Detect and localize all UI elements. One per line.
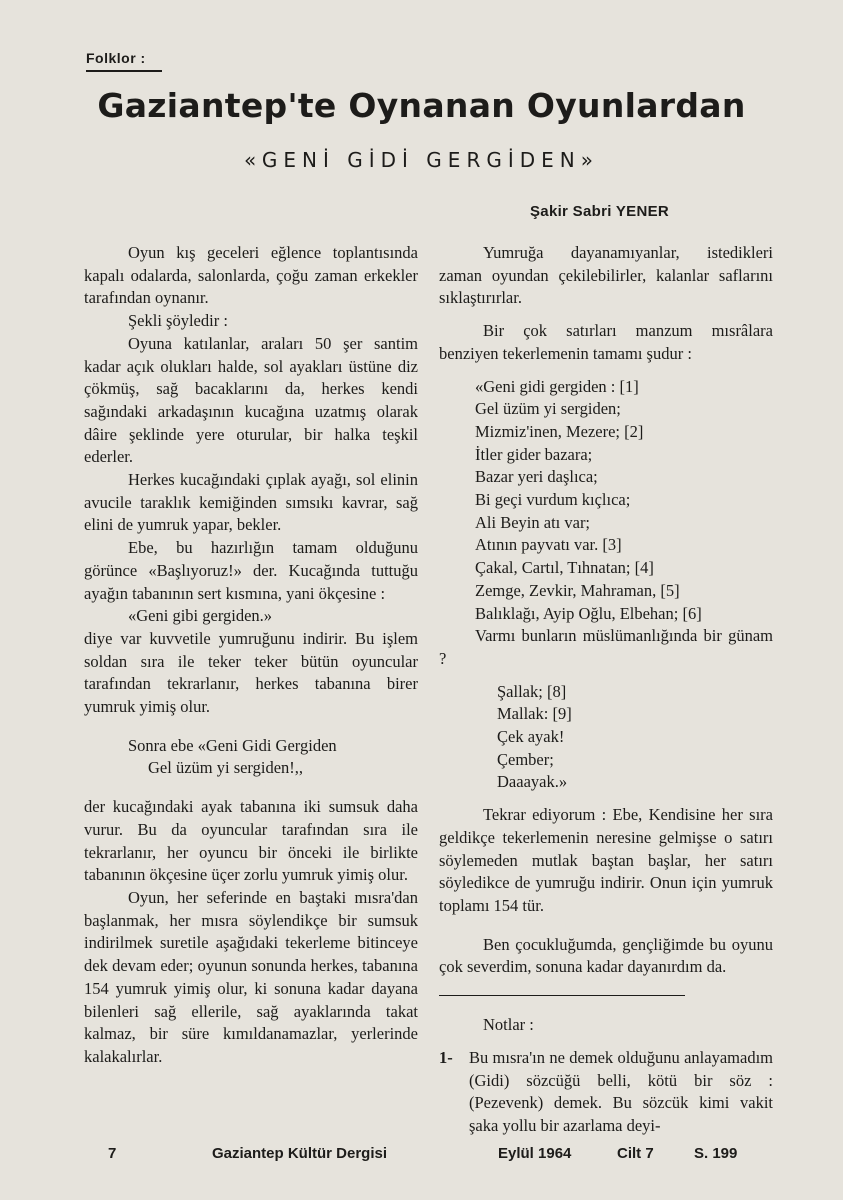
verse-line: Şallak; [8] xyxy=(497,681,567,701)
verse-line: Zemge, Zevkir, Mahraman, [5] xyxy=(475,580,680,600)
verse-line: «Geni gidi gergiden : [1] xyxy=(475,376,639,396)
notes-heading: Notlar : xyxy=(483,1015,534,1035)
verse-line: Çek ayak! xyxy=(497,727,565,747)
issue-number: S. 199 xyxy=(694,1145,738,1162)
footnote-number: 1- xyxy=(439,1047,453,1067)
verse-block xyxy=(439,376,773,795)
article-subtitle: «GENİ GİDİ GERGİDEN» xyxy=(244,148,599,172)
footnote-text: Bu mısra'ın ne demek olduğunu anlayamadım (Gidi) sözcüğü belli, kötü bir söz : (Pezevenk) demek. Bu sözcük kimi vakit şaka yollu bir azarlama deyi- xyxy=(469,1047,773,1135)
divider xyxy=(439,995,685,996)
volume-number: Cilt 7 xyxy=(617,1145,654,1162)
verse-line: İtler gider bazara; xyxy=(475,444,593,464)
verse-line: Mizmiz'inen, Mezere; [2] xyxy=(475,421,644,441)
issue-date: Eylül 1964 xyxy=(498,1145,572,1162)
author-name: Şakir Sabri YENER xyxy=(530,203,670,220)
verse-line: Çakal, Cartıl, Tıhnatan; [4] xyxy=(475,558,654,578)
verse-line: Gel üzüm yi sergiden; xyxy=(475,399,621,419)
quoted-line: Sonra ebe «Geni Gidi Gergiden xyxy=(128,735,337,755)
paragraph: Tekrar ediyorum : Ebe, Kendisine her sıra geldikçe tekerlemenin neresine gelmişse o satırı söylemeden mutlak baştan başlar, her satırı söyledikce de yumruğu indirir. Onun için yumruk toplamı 154 tür. xyxy=(439,805,773,915)
quoted-line: Gel üzüm yi sergiden!,, xyxy=(148,758,304,778)
section-rule xyxy=(86,70,162,72)
paragraph: Oyun, her seferinde en baştaki mısra'dan başlanmak, her mısra söylendikçe bir sumsuk indirilmek suretile aşağıdaki tekerleme bitinceye dek devam eder; oyunun sonunda herkes, tabanına 154 yumruk yimiş olur, ki sonuna kadar dayana bilenleri sağ ellerile, sağ ayaklarında takat kalmaz, bir süre kımıldanamazlar, yerlerinde kalakalırlar. xyxy=(84,887,418,1066)
section-label: Folklor : xyxy=(86,50,146,66)
article-title: Gaziantep'te Oynanan Oyunlardan xyxy=(97,86,746,125)
verse-line: Daaayak.» xyxy=(497,772,568,792)
paragraph: Yumruğa dayanamıyanlar, istedikleri zaman oyundan çekilebilirler, kalanlar saflarını sıklaştırırlar. xyxy=(439,243,773,308)
paragraph: Ebe, bu hazırlığın tamam olduğunu görünce «Başlıyoruz!» der. Kucağında tuttuğu ayağın tabanının sert kısmına, yani ökçesine : xyxy=(84,538,418,603)
paragraph: diye var kuvvetile yumruğunu indirir. Bu işlem soldan sıra ile teker teker bütün oyuncular tarafından tekrarlanır, herkes tabanına birer yumruk yimiş olur. xyxy=(84,628,418,717)
paragraph: Bir çok satırları manzum mısrâlara benziyen tekerlemenin tamamı şudur : xyxy=(439,321,773,363)
verse-line: Balıklağı, Ayip Oğlu, Elbehan; [6] xyxy=(475,603,702,623)
left-column xyxy=(84,242,418,1069)
paragraph: Oyun kış geceleri eğlence toplantısında kapalı odalarda, salonlarda, çoğu zaman erkekler tarafından oynanır. xyxy=(84,243,418,308)
paragraph: Şekli şöyledir : xyxy=(128,311,228,331)
verse-line: Ali Beyin atı var; xyxy=(475,512,591,532)
paragraph: Oyuna katılanlar, araları 50 şer santim kadar açık olukları halde, sol ayakları üstüne diz çökmüş, sağ bacaklarını da, herkes kendi sağındaki arkadaşının kucağına uzatmış olarak dâire şeklinde yere oturular, bir halka teşkil ederler. xyxy=(84,333,418,467)
verse-line: Çember; xyxy=(497,749,554,769)
paragraph: Ben çocukluğumda, gençliğimde bu oyunu çok severdim, sonuna kadar dayanırdım da. xyxy=(439,934,773,977)
verse-line: Varmı bunların müslümanlığında bir günam ? xyxy=(439,626,773,668)
verse-line: Mallak: [9] xyxy=(497,704,572,724)
verse-line: Atının payvatı var. [3] xyxy=(475,535,622,555)
quoted-line: «Geni gibi gergiden.» xyxy=(128,606,273,626)
page-number: 7 xyxy=(108,1145,117,1162)
footnote xyxy=(439,1047,773,1138)
paragraph: Herkes kucağındaki çıplak ayağı, sol elinin avucile taraklık kemiğinden sımsıkı kavrar, sağ elini de yumruk yapar, bekler. xyxy=(84,470,418,535)
verse-line: Bi geçi vurdum kıçlıca; xyxy=(475,490,631,510)
paragraph: der kucağındaki ayak tabanına iki sumsuk daha vurur. Bu da oyuncular tarafından sıra ile tekrarlanır, her oyuncu bir önceki ile birlikte tabanının ökçesine üçer zorlu yumruk yimiş olur. xyxy=(84,797,418,885)
journal-name: Gaziantep Kültür Dergisi xyxy=(212,1145,388,1162)
verse-line: Bazar yeri daşlıca; xyxy=(475,467,598,487)
right-column xyxy=(439,242,773,1138)
